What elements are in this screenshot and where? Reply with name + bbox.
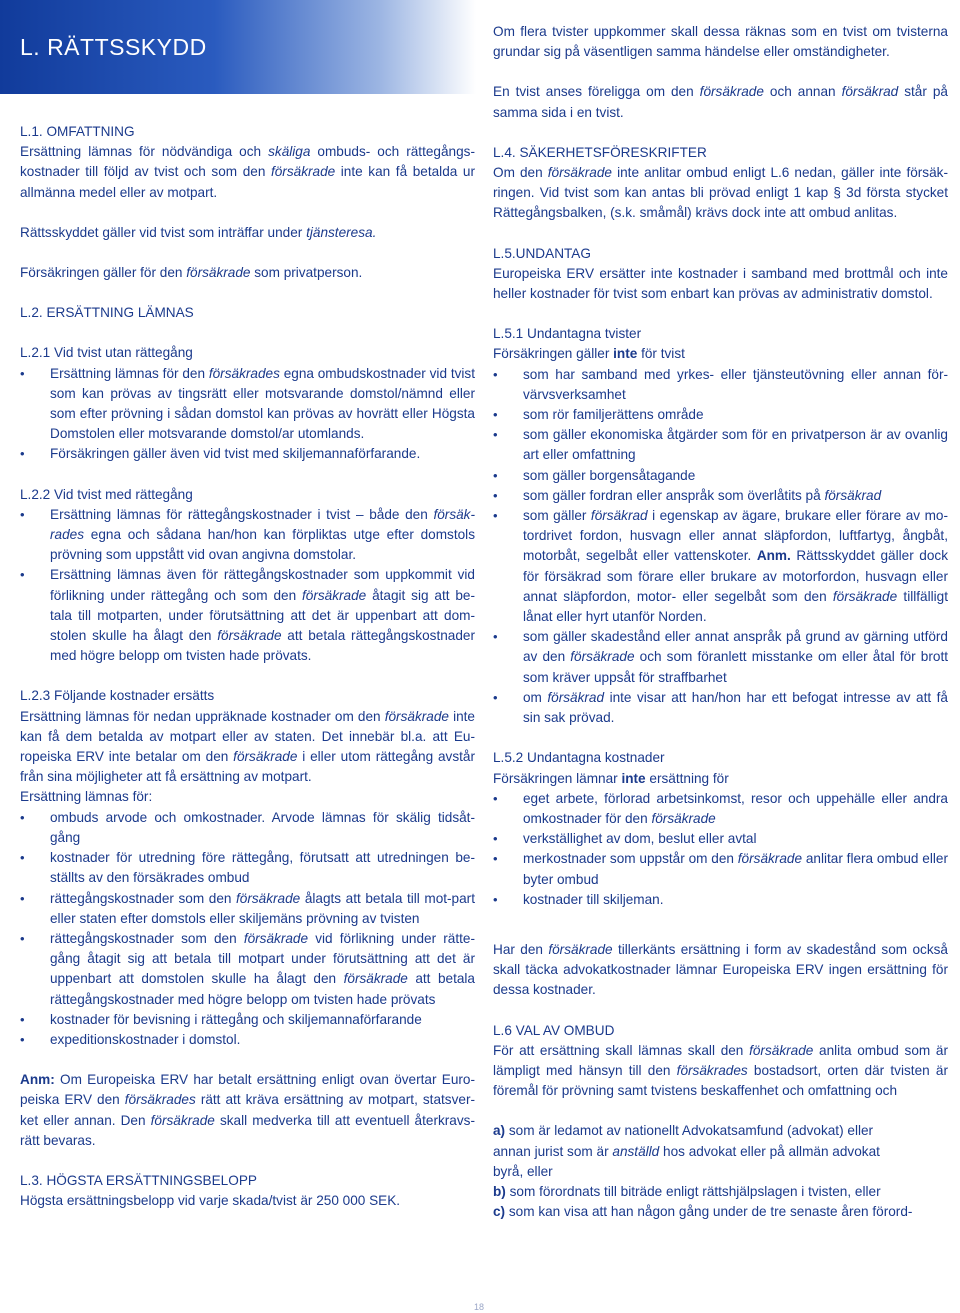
l6-paragraph: För att ersättning skall lämnas skall den försäkrade anlita ombud som är lämpligt med hänsyn till den försäkrades bostadsort, orten där tvisten är föremål för prövning samt tvistens beskaffenhet och omfattning och (493, 1042, 949, 1099)
l1-paragraph-3: Försäkringen gäller för den försäkrade som privatperson. (20, 265, 363, 281)
list-item: • rättegångskostnader som den försäkrade vid förlikning under rätte-gång åtagit sig att betala till motpart under förutsättning att det är uppenbart att domstolen skulle ha ålagt den försäkrade att betala rättegångskostnader med högre belopp om tvisten hade prövats (20, 929, 475, 1010)
list-item: • Försäkringen gäller även vid tvist med skiljemannaförfarande. (20, 444, 475, 464)
l6-option-a: a) som är ledamot av nationellt Advokatsamfund (advokat) eller annan jurist som är anställd hos advokat eller på allmän advokat byrå, eller (493, 1123, 880, 1179)
list-item: • som gäller borgensåtagande (493, 466, 948, 486)
l51-intro: Försäkringen gäller inte för tvist (493, 346, 685, 362)
r-paragraph-1: Om flera tvister uppkommer skall dessa räknas som en tvist om tvisterna grundar sig på väsentligen samma händelse eller omständigheter. (493, 24, 948, 60)
heading-l52: L.5.2 Undantagna kostnader (493, 750, 665, 766)
heading-l3: L.3. HÖGSTA ERSÄTTNINGSBELOPP (20, 1172, 257, 1188)
l23-paragraph: Ersättning lämnas för nedan uppräknade kostnader om den försäkrade inte kan få dem betalda av motpart eller av staten. Det innebär bl.a. att Eu-ropeiska ERV inte betalar om den försäkrade i eller utom rättegång avstår från sina möjligheter att få ersättning av motpart. (20, 708, 475, 785)
l52-list (493, 789, 948, 910)
anm-note: Anm: Om Europeiska ERV har betalt ersättning enligt ovan övertar Euro-peiska ERV den försäkrades rätt att kräva ersättning av motpart, statsver-ket eller annan. Den försäkrade skall medverka till att eventuell återkravs-rätt bevaras. (20, 1072, 476, 1148)
page-number: 18 (474, 1302, 485, 1312)
list-item: • kostnader för bevisning i rättegång och skiljemannaförfarande (20, 1010, 475, 1030)
l4-paragraph: Om den försäkrade inte anlitar ombud enligt L.6 nedan, gäller inte försäk-ringen. Vid tvist som kan antas bli prövad enligt 1 kap § 3d första stycket Rättegångsbalken, (s.k. småmål) krävs dock inte att ombud anlitas. (493, 165, 948, 221)
list-item: • som gäller försäkrad i egenskap av ägare, brukare eller förare av mo-tordrivet fordon, husvagn eller annat släpfordon, luftfartyg, ångbåt, motorbåt, segelbåt eller vattenskoter. Anm. Rättsskyddet gäller dock för försäkrad som förare eller brukare av motorfordon, husvagn eller annat släpfordon, motor- eller segelbåt som den försäkrade tillfälligt lånat eller hyrt utanför Norden. (493, 506, 948, 627)
section-l5 (493, 244, 948, 305)
l1-paragraph-2: Rättsskyddet gäller vid tvist som inträffar under tjänsteresa. (20, 224, 377, 240)
list-item: • som gäller fordran eller anspråk som överlåtits på försäkrad (493, 486, 948, 506)
list-item: • rättegångskostnader som den försäkrade ålagts att betala till mot-part eller staten efter domstols eller skiljemäns prövning av tvisten (20, 889, 475, 929)
section-title: L. RÄTTSSKYDD (20, 34, 207, 60)
list-item: • expeditionskostnader i domstol. (20, 1030, 475, 1050)
list-item: • kostnader till skiljeman. (493, 890, 948, 910)
l6-option-b: b) som förordnats till biträde enligt rättshjälpslagen i tvisten, eller (493, 1183, 881, 1199)
section-l23 (20, 686, 475, 1050)
r-paragraph-2: En tvist anses föreligga om den försäkrade och annan försäkrad står på samma sida i en tvist. (493, 84, 948, 120)
section-l51 (493, 324, 948, 728)
list-item: • verkställighet av dom, beslut eller avtal (493, 829, 948, 849)
list-item: • som har samband med yrkes- eller tjänsteutövning eller annan för-värvsverksamhet (493, 365, 948, 405)
heading-l21: L.2.1 Vid tvist utan rättegång (20, 345, 193, 361)
list-item: • ombuds arvode och omkostnader. Arvode lämnas för skälig tidsåt-gång (20, 808, 475, 848)
section-l21 (20, 343, 475, 464)
list-item: • merkostnader som uppstår om den försäkrade anlitar flera ombud eller byter ombud (493, 849, 948, 889)
l23-list (20, 808, 475, 1050)
heading-l1: L.1. OMFATTNING (20, 124, 135, 139)
list-item: • om försäkrad inte visar att han/hon har ett befogat intresse av att få sin sak prövad. (493, 688, 948, 728)
heading-l2: L.2. ERSÄTTNING LÄMNAS (20, 305, 194, 321)
heading-l4: L.4. SÄKERHETSFÖRESKRIFTER (493, 144, 707, 160)
section-l3 (20, 1171, 475, 1211)
section-l6 (493, 1021, 948, 1102)
section-l22 (20, 485, 475, 667)
l1-paragraph-1: Ersättning lämnas för nödvändiga och skäliga ombuds- och rättegångs-kostnader till följd av tvist och som den försäkrade inte kan få betalda ur allmänna medel eller av motpart. (20, 144, 475, 200)
section-l4 (493, 143, 948, 224)
l21-list (20, 364, 475, 465)
list-item: • kostnader för utredning före rättegång, förutsatt att utredningen be-ställts av den försäkrades ombud (20, 848, 475, 888)
section-header-band (0, 0, 476, 94)
left-column (20, 122, 475, 1231)
heading-l23: L.2.3 Följande kostnader ersätts (20, 688, 215, 704)
l23-list-intro: Ersättning lämnas för: (20, 789, 153, 805)
l22-list (20, 505, 475, 667)
heading-l5: L.5.UNDANTAG (493, 245, 591, 261)
heading-l22: L.2.2 Vid tvist med rättegång (20, 486, 193, 502)
l52-paragraph: Har den försäkrade tillerkänts ersättning i form av skadestånd som också skall täcka advokatkostnader lämnar Europeiska ERV ingen ersättning för dessa kostnader. (493, 941, 948, 998)
l51-list (493, 365, 948, 729)
l3-paragraph: Högsta ersättningsbelopp vid varje skada/tvist är 250 000 SEK. (20, 1193, 401, 1209)
right-column (493, 22, 948, 1222)
l6-option-c: c) som kan visa att han någon gång under de tre senaste åren förord- (493, 1204, 913, 1220)
list-item: • eget arbete, förlorad arbetsinkomst, resor och uppehälle eller andra omkostnader för den försäkrade (493, 789, 948, 829)
heading-l51: L.5.1 Undantagna tvister (493, 326, 642, 342)
list-item: • Ersättning lämnas för den försäkrades egna ombudskostnader vid tvist som kan prövas av tingsrätt eller motsvarande domstol/nämnd eller som efter prövning i sådan domstol kan prövas av hovrätt eller Högsta Domstolen eller motsvarande domstol/ar utomlands. (20, 364, 475, 445)
list-item: • som gäller skadestånd eller annat anspråk på grund av gärning utförd av den försäkrade och som föranlett misstanke om eller åtal för brott som kräver uppsåt för straffbarhet (493, 627, 948, 688)
l52-intro: Försäkringen lämnar inte ersättning för (493, 770, 729, 786)
section-l52 (493, 748, 948, 910)
list-item: • som rör familjerättens område (493, 405, 948, 425)
l5-paragraph: Europeiska ERV ersätter inte kostnader i samband med brottmål och inte heller kostnader för tvist som enbart kan prövas av administrativ domstol. (493, 265, 948, 302)
heading-l6: L.6 VAL AV OMBUD (493, 1022, 615, 1038)
list-item: • Ersättning lämnas även för rättegångskostnader som uppkommit vid förlikning under rättegång och som den försäkrade åtagit sig att be-tala till motparten, under förutsättning att det är uppenbart att dom-stolen skulle ha ålagt den försäkrade att betala rättegångskostnader med högre belopp om tvisten hade prövats. (20, 565, 475, 666)
list-item: • som gäller ekonomiska åtgärder som för en privatperson är av ovanlig art eller omfattning (493, 425, 948, 465)
section-l1 (20, 122, 475, 203)
list-item: • Ersättning lämnas för rättegångskostnader i tvist – både den försäk-rades egna och sådana han/hon kan förpliktas utge efter domstols prövning som uppstått vid ovan angivna domstolar. (20, 505, 475, 566)
